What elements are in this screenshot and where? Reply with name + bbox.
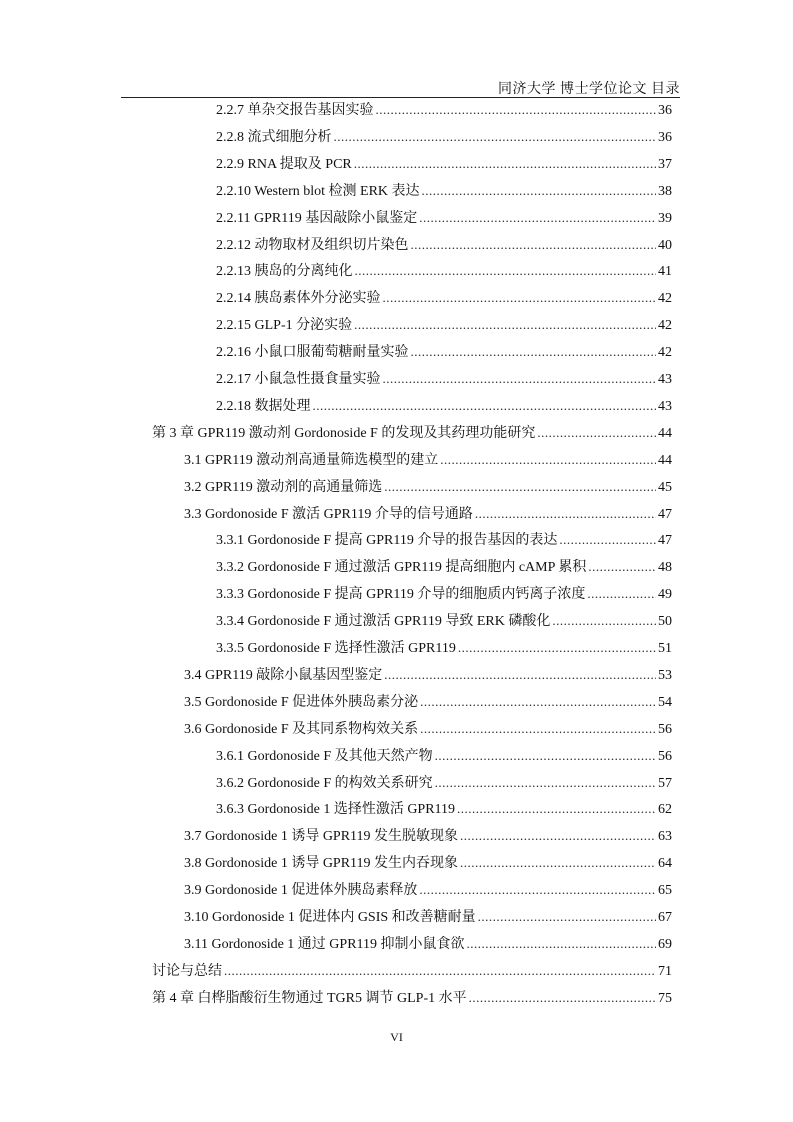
toc-entry[interactable] [216,369,672,389]
toc-dot-leader [354,315,656,335]
toc-entry[interactable] [216,530,672,550]
toc-entry-page: 39 [658,210,672,226]
toc-dot-leader [411,235,657,255]
toc-dot-leader [475,504,656,524]
toc-entry-page: 42 [658,318,672,334]
toc-dot-leader [460,853,656,873]
toc-dot-leader [354,154,656,174]
toc-entry-page: 43 [658,372,672,387]
toc-entry-title: 3.4 GPR119 敲除小鼠基因型鉴定 [184,667,383,683]
toc-dot-leader [383,369,657,389]
toc-entry-title: 3.6.3 Gordonoside 1 选择性激活 GPR119 [216,802,456,818]
toc-entry[interactable] [216,396,672,416]
toc-entry-title: 2.2.7 单杂交报告基因实验 [216,103,374,118]
toc-entry-title: 3.7 Gordonoside 1 诱导 GPR119 发生脱敏现象 [184,829,459,845]
toc-entry-page: 42 [658,291,672,307]
toc-entry-title: 3.3.3 Gordonoside F 提高 GPR119 介导的细胞质内钙离子浓度 [216,587,586,603]
toc-entry-page: 37 [658,156,672,172]
toc-entry[interactable] [216,261,672,281]
toc-dot-leader [587,584,656,604]
toc-entry-page: 44 [658,452,672,468]
toc-entry-title: 2.2.18 数据处理 [216,398,311,414]
toc-entry-page: 47 [658,533,672,549]
toc-dot-leader [420,719,656,739]
toc-entry-page: 71 [658,963,672,979]
toc-dot-leader [458,638,656,658]
toc-dot-leader [411,342,657,362]
toc-entry-page: 48 [658,560,672,576]
toc-dot-leader [537,423,656,443]
toc-dot-leader [334,127,657,147]
toc-entry[interactable] [216,584,672,604]
running-header: 同济大学 博士学位论文 目录 [498,82,680,97]
toc-entry-title: 2.2.9 RNA 提取及 PCR [216,156,352,172]
toc-entry-title: 3.3.4 Gordonoside F 通过激活 GPR119 导致 ERK 磷酸化 [216,614,551,630]
toc-dot-leader [384,665,656,685]
toc-entry-page: 63 [658,829,672,845]
toc-dot-leader [224,961,656,981]
header-rule [121,97,680,98]
toc-entry-title: 第 4 章 白桦脂酸衍生物通过 TGR5 调节 GLP-1 水平 [152,990,467,1006]
toc-entry-page: 38 [658,183,672,199]
toc-entry[interactable] [152,988,672,1008]
toc-dot-leader [457,799,656,819]
toc-entry[interactable] [216,799,672,819]
toc-entry[interactable] [216,100,672,120]
toc-entry-title: 3.3.1 Gordonoside F 提高 GPR119 介导的报告基因的表达 [216,533,558,549]
toc-entry[interactable] [184,665,672,685]
toc-dot-leader [383,288,657,308]
toc-entry-page: 57 [658,775,672,791]
page-number: VI [390,1030,403,1044]
toc-entry-title: 2.2.15 GLP-1 分泌实验 [216,318,353,334]
toc-entry[interactable] [184,880,672,900]
toc-entry-page: 67 [658,910,672,925]
toc-entry[interactable] [216,154,672,174]
toc-entry-page: 36 [658,129,672,145]
toc-dot-leader [478,907,656,927]
toc-dot-leader [435,746,656,766]
toc-entry[interactable] [184,907,672,927]
toc-dot-leader [552,611,656,631]
toc-entry[interactable] [216,127,672,147]
toc-entry[interactable] [216,773,672,793]
toc-entry-title: 2.2.14 胰岛素体外分泌实验 [216,291,381,307]
toc-entry-page: 51 [658,641,672,656]
toc-dot-leader [469,988,656,1008]
toc-entry-title: 3.1 GPR119 激动剂高通量筛选模型的建立 [184,452,439,468]
toc-entry-title: 3.5 Gordonoside F 促进体外胰岛素分泌 [184,694,419,710]
toc-entry[interactable] [216,746,672,766]
toc-entry-title: 讨论与总结 [152,963,222,979]
toc-entry[interactable] [152,423,672,443]
toc-dot-leader [435,773,656,793]
toc-entry[interactable] [152,961,672,981]
toc-entry-page: 43 [658,398,672,414]
toc-dot-leader [460,826,656,846]
toc-dot-leader [419,208,656,228]
toc-entry-title: 3.10 Gordonoside 1 促进体内 GSIS 和改善糖耐量 [184,910,476,925]
toc-dot-leader [422,181,656,201]
toc-entry[interactable] [184,450,672,470]
toc-entry[interactable] [216,638,672,658]
toc-entry-title: 3.6.2 Gordonoside F 的构效关系研究 [216,775,433,791]
toc-entry-page: 69 [658,936,672,952]
toc-entry[interactable] [216,288,672,308]
toc-entry-title: 第 3 章 GPR119 激动剂 Gordonoside F 的发现及其药理功能研究 [152,425,536,441]
toc-entry-page: 64 [658,856,672,872]
toc-entry-title: 2.2.16 小鼠口服葡萄糖耐量实验 [216,345,409,361]
toc-entry-title: 2.2.17 小鼠急性摄食量实验 [216,372,381,387]
toc-entry-page: 62 [658,802,672,818]
toc-dot-leader [420,692,656,712]
toc-dot-leader [384,477,656,497]
toc-entry-page: 56 [658,748,672,764]
toc-dot-leader [440,450,656,470]
toc-entry-title: 3.11 Gordonoside 1 通过 GPR119 抑制小鼠食欲 [184,936,465,952]
toc-entry-title: 3.3.5 Gordonoside F 选择性激活 GPR119 [216,641,456,656]
toc-dot-leader [559,530,656,550]
toc-entry-title: 3.2 GPR119 激动剂的高通量筛选 [184,479,383,495]
toc-entry-page: 40 [658,237,672,253]
toc-entry-page: 47 [658,506,672,522]
toc-entry-page: 50 [658,614,672,630]
toc-entry[interactable] [184,853,672,873]
toc-dot-leader [313,396,657,416]
toc-entry[interactable] [216,557,672,577]
toc-entry-page: 44 [658,425,672,441]
toc-entry[interactable] [184,692,672,712]
toc-entry[interactable] [216,181,672,201]
toc-entry[interactable] [216,315,672,335]
toc-dot-leader [376,100,657,120]
toc-entry-page: 42 [658,345,672,361]
toc-entry-title: 2.2.13 胰岛的分离纯化 [216,264,353,280]
toc-entry-title: 2.2.11 GPR119 基因敲除小鼠鉴定 [216,210,418,226]
toc-entry-page: 41 [658,264,672,280]
toc-dot-leader [419,880,656,900]
toc-dot-leader [588,557,656,577]
toc-entry[interactable] [216,208,672,228]
toc-entry-title: 3.8 Gordonoside 1 诱导 GPR119 发生内吞现象 [184,856,459,872]
toc-entry-title: 2.2.12 动物取材及组织切片染色 [216,237,409,253]
toc-entry[interactable] [184,934,672,954]
toc-entry-page: 53 [658,667,672,683]
toc-entry-title: 3.9 Gordonoside 1 促进体外胰岛素释放 [184,883,418,899]
toc-entry[interactable] [216,235,672,255]
toc-entry-title: 2.2.8 流式细胞分析 [216,129,332,145]
toc-entry-page: 75 [658,990,672,1006]
toc-entry-page: 49 [658,587,672,603]
toc-entry-title: 3.6 Gordonoside F 及其同系物构效关系 [184,721,419,737]
toc-entry-title: 3.3.2 Gordonoside F 通过激活 GPR119 提高细胞内 cAMP 累积 [216,560,587,576]
toc-entry[interactable] [184,477,672,497]
toc-entry-page: 56 [658,721,672,737]
toc-entry-page: 45 [658,479,672,495]
toc-entry[interactable] [184,504,672,524]
toc-entry-title: 3.3 Gordonoside F 激活 GPR119 介导的信号通路 [184,506,473,522]
toc-entry[interactable] [184,719,672,739]
toc-entry[interactable] [184,826,672,846]
toc-entry-title: 3.6.1 Gordonoside F 及其他天然产物 [216,748,433,764]
toc-dot-leader [355,261,657,281]
toc-entry-page: 36 [658,103,672,118]
toc-entry[interactable] [216,342,672,362]
toc-dot-leader [467,934,656,954]
toc-entry-page: 54 [658,694,672,710]
toc-entry-title: 2.2.10 Western blot 检测 ERK 表达 [216,183,420,199]
toc-entry-page: 65 [658,883,672,899]
toc-entry[interactable] [216,611,672,631]
